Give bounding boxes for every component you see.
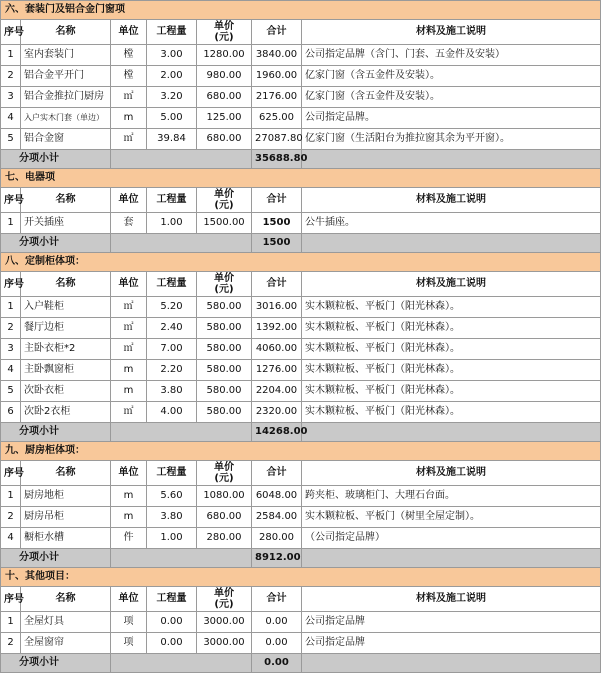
subtotal-label: 分项小计 [1, 150, 111, 169]
row-name: 铝合金窗 [21, 129, 111, 150]
row-desc: 实木颗粒板、平板门（阳光林森）。 [302, 360, 601, 381]
header-name: 名称 [21, 188, 111, 213]
table-row [1, 528, 601, 549]
row-no: 1 [1, 45, 21, 66]
table-row [1, 297, 601, 318]
row-unit: ㎡ [111, 318, 147, 339]
row-no: 1 [1, 486, 21, 507]
header-total: 合计 [252, 461, 302, 486]
subtotal-desc-blank [302, 234, 601, 253]
row-price: 1500.00 [197, 213, 252, 234]
header-price-line2: (元) [214, 32, 234, 43]
header-unit: 单位 [111, 188, 147, 213]
header-no: 序号 [1, 20, 21, 45]
row-qty: 3.20 [147, 87, 197, 108]
row-qty: 3.80 [147, 507, 197, 528]
section-title: 六、套装门及铝合金门窗项 [1, 1, 601, 20]
row-total: 1500 [252, 213, 302, 234]
row-desc: （公司指定品牌） [302, 528, 601, 549]
row-qty: 3.80 [147, 381, 197, 402]
subtotal-value: 35688.80 [252, 150, 302, 169]
row-name: 主卧飘窗柜 [21, 360, 111, 381]
header-price [197, 188, 252, 213]
subtotal-row [1, 423, 601, 442]
column-header-row [1, 272, 601, 297]
row-desc: 实木颗粒板、平板门（阳光林森）。 [302, 318, 601, 339]
subtotal-value: 8912.00 [252, 549, 302, 568]
row-total: 2204.00 [252, 381, 302, 402]
row-desc: 亿家门窗（生活阳台为推拉窗其余为平开窗）。 [302, 129, 601, 150]
subtotal-value: 0.00 [252, 654, 302, 673]
header-desc: 材料及施工说明 [302, 272, 601, 297]
row-qty: 3.00 [147, 45, 197, 66]
subtotal-blank [111, 150, 252, 169]
row-total: 6048.00 [252, 486, 302, 507]
table-row [1, 213, 601, 234]
row-name: 主卧衣柜*2 [21, 339, 111, 360]
section-header [1, 442, 601, 461]
section-title: 九、厨房柜体项： [1, 442, 601, 461]
subtotal-blank [111, 549, 252, 568]
header-price-line1: 单价 [214, 462, 234, 473]
row-desc: 亿家门窗（含五金件及安装）。 [302, 66, 601, 87]
subtotal-blank [111, 654, 252, 673]
row-no: 2 [1, 66, 21, 87]
section-header [1, 253, 601, 272]
header-price-line2: (元) [214, 284, 234, 295]
row-qty: 39.84 [147, 129, 197, 150]
row-price: 680.00 [197, 129, 252, 150]
subtotal-row [1, 150, 601, 169]
row-price: 580.00 [197, 381, 252, 402]
header-price-line1: 单价 [214, 189, 234, 200]
row-no: 4 [1, 528, 21, 549]
row-unit: m [111, 108, 147, 129]
table-row [1, 360, 601, 381]
subtotal-value: 14268.00 [252, 423, 302, 442]
subtotal-desc-blank [302, 150, 601, 169]
subtotal-label: 分项小计 [1, 549, 111, 568]
row-price: 1080.00 [197, 486, 252, 507]
row-unit: 套 [111, 213, 147, 234]
row-price: 280.00 [197, 528, 252, 549]
section-header [1, 169, 601, 188]
row-total: 2176.00 [252, 87, 302, 108]
header-desc: 材料及施工说明 [302, 461, 601, 486]
subtotal-desc-blank [302, 549, 601, 568]
row-no: 2 [1, 318, 21, 339]
row-desc: 实木颗粒板、平板门（树里全屋定制）。 [302, 507, 601, 528]
row-desc: 公司指定品牌（含门、门套、五金件及安装） [302, 45, 601, 66]
header-total: 合计 [252, 20, 302, 45]
row-no: 1 [1, 612, 21, 633]
row-total: 2584.00 [252, 507, 302, 528]
row-name: 全屋窗帘 [21, 633, 111, 654]
row-unit: 项 [111, 633, 147, 654]
row-no: 3 [1, 339, 21, 360]
row-price: 580.00 [197, 297, 252, 318]
row-unit: ㎡ [111, 129, 147, 150]
table-row [1, 486, 601, 507]
row-price: 580.00 [197, 318, 252, 339]
header-no: 序号 [1, 188, 21, 213]
header-name: 名称 [21, 272, 111, 297]
table-row [1, 318, 601, 339]
section-title: 十、其他项目： [1, 568, 601, 587]
subtotal-row [1, 234, 601, 253]
row-qty: 2.20 [147, 360, 197, 381]
row-desc: 跨夹柜、玻璃柜门、大理石台面。 [302, 486, 601, 507]
table-row [1, 402, 601, 423]
row-unit: ㎡ [111, 297, 147, 318]
row-name: 次卧衣柜 [21, 381, 111, 402]
row-qty: 4.00 [147, 402, 197, 423]
row-unit: ㎡ [111, 402, 147, 423]
row-no: 1 [1, 213, 21, 234]
row-qty: 1.00 [147, 528, 197, 549]
row-no: 1 [1, 297, 21, 318]
header-qty: 工程量 [147, 461, 197, 486]
row-unit: ㎡ [111, 87, 147, 108]
header-name: 名称 [21, 587, 111, 612]
header-no: 序号 [1, 272, 21, 297]
subtotal-blank [111, 234, 252, 253]
row-price: 580.00 [197, 360, 252, 381]
table-row [1, 66, 601, 87]
header-price-line1: 单价 [214, 588, 234, 599]
row-total: 0.00 [252, 612, 302, 633]
row-qty: 5.60 [147, 486, 197, 507]
header-price [197, 272, 252, 297]
table-row [1, 381, 601, 402]
row-qty: 0.00 [147, 612, 197, 633]
subtotal-row [1, 654, 601, 673]
header-qty: 工程量 [147, 20, 197, 45]
row-desc: 实木颗粒板、平板门（阳光林森）。 [302, 402, 601, 423]
header-unit: 单位 [111, 587, 147, 612]
header-unit: 单位 [111, 272, 147, 297]
row-price: 580.00 [197, 339, 252, 360]
row-total: 2320.00 [252, 402, 302, 423]
row-price: 3000.00 [197, 612, 252, 633]
row-name: 次卧2衣柜 [21, 402, 111, 423]
row-name: 厨房吊柜 [21, 507, 111, 528]
row-total: 0.00 [252, 633, 302, 654]
header-no: 序号 [1, 461, 21, 486]
row-qty: 5.00 [147, 108, 197, 129]
column-header-row [1, 20, 601, 45]
row-no: 2 [1, 507, 21, 528]
row-no: 5 [1, 129, 21, 150]
header-total: 合计 [252, 188, 302, 213]
header-name: 名称 [21, 461, 111, 486]
row-name: 入户实木门套（单边） [21, 108, 111, 129]
row-name: 开关插座 [21, 213, 111, 234]
row-qty: 2.00 [147, 66, 197, 87]
row-desc: 亿家门窗（含五金件及安装）。 [302, 87, 601, 108]
section-header [1, 1, 601, 20]
row-price: 980.00 [197, 66, 252, 87]
row-qty: 1.00 [147, 213, 197, 234]
header-price-line2: (元) [214, 200, 234, 211]
row-total: 3016.00 [252, 297, 302, 318]
row-unit: m [111, 486, 147, 507]
row-desc: 公牛插座。 [302, 213, 601, 234]
subtotal-desc-blank [302, 654, 601, 673]
row-total: 280.00 [252, 528, 302, 549]
header-desc: 材料及施工说明 [302, 587, 601, 612]
subtotal-row [1, 549, 601, 568]
header-desc: 材料及施工说明 [302, 188, 601, 213]
row-no: 5 [1, 381, 21, 402]
row-no: 4 [1, 360, 21, 381]
row-price: 580.00 [197, 402, 252, 423]
row-unit: 项 [111, 612, 147, 633]
header-price-line1: 单价 [214, 21, 234, 32]
header-qty: 工程量 [147, 272, 197, 297]
row-no: 6 [1, 402, 21, 423]
header-price [197, 587, 252, 612]
column-header-row [1, 188, 601, 213]
row-total: 625.00 [252, 108, 302, 129]
row-name: 餐厅边柜 [21, 318, 111, 339]
row-desc: 实木颗粒板、平板门（阳光林森）。 [302, 297, 601, 318]
table-row [1, 612, 601, 633]
row-desc: 实木颗粒板、平板门（阳光林森）。 [302, 381, 601, 402]
row-price: 3000.00 [197, 633, 252, 654]
row-total: 1276.00 [252, 360, 302, 381]
row-price: 125.00 [197, 108, 252, 129]
subtotal-desc-blank [302, 423, 601, 442]
row-qty: 2.40 [147, 318, 197, 339]
row-name: 橱柜水槽 [21, 528, 111, 549]
header-name: 名称 [21, 20, 111, 45]
table-row [1, 633, 601, 654]
table-row [1, 129, 601, 150]
header-unit: 单位 [111, 20, 147, 45]
header-desc: 材料及施工说明 [302, 20, 601, 45]
header-no: 序号 [1, 587, 21, 612]
row-total: 27087.80 [252, 129, 302, 150]
row-desc: 公司指定品牌 [302, 612, 601, 633]
row-name: 室内套装门 [21, 45, 111, 66]
header-price-line2: (元) [214, 599, 234, 610]
row-name: 入户鞋柜 [21, 297, 111, 318]
subtotal-label: 分项小计 [1, 234, 111, 253]
row-unit: 件 [111, 528, 147, 549]
column-header-row [1, 461, 601, 486]
table-row [1, 108, 601, 129]
section-title: 八、定制柜体项： [1, 253, 601, 272]
row-unit: ㎡ [111, 339, 147, 360]
row-name: 铝合金平开门 [21, 66, 111, 87]
row-no: 3 [1, 87, 21, 108]
table-row [1, 339, 601, 360]
row-qty: 5.20 [147, 297, 197, 318]
table-row [1, 45, 601, 66]
header-price [197, 461, 252, 486]
table-row [1, 87, 601, 108]
row-unit: 樘 [111, 66, 147, 87]
header-price [197, 20, 252, 45]
row-no: 4 [1, 108, 21, 129]
row-unit: 樘 [111, 45, 147, 66]
row-no: 2 [1, 633, 21, 654]
subtotal-label: 分项小计 [1, 423, 111, 442]
row-name: 厨房地柜 [21, 486, 111, 507]
header-price-line1: 单价 [214, 273, 234, 284]
row-name: 铝合金推拉门厨房 [21, 87, 111, 108]
table-row [1, 507, 601, 528]
row-desc: 公司指定品牌 [302, 633, 601, 654]
header-qty: 工程量 [147, 188, 197, 213]
subtotal-blank [111, 423, 252, 442]
subtotal-label: 分项小计 [1, 654, 111, 673]
row-unit: m [111, 507, 147, 528]
section-header [1, 568, 601, 587]
header-qty: 工程量 [147, 587, 197, 612]
section-title: 七、电器项 [1, 169, 601, 188]
row-qty: 7.00 [147, 339, 197, 360]
row-total: 1960.00 [252, 66, 302, 87]
header-total: 合计 [252, 587, 302, 612]
row-unit: m [111, 360, 147, 381]
row-total: 1392.00 [252, 318, 302, 339]
column-header-row [1, 587, 601, 612]
row-total: 4060.00 [252, 339, 302, 360]
header-unit: 单位 [111, 461, 147, 486]
row-desc: 公司指定品牌。 [302, 108, 601, 129]
row-unit: m [111, 381, 147, 402]
row-price: 1280.00 [197, 45, 252, 66]
row-desc: 实木颗粒板、平板门（阳光林森）。 [302, 339, 601, 360]
subtotal-value: 1500 [252, 234, 302, 253]
row-qty: 0.00 [147, 633, 197, 654]
row-price: 680.00 [197, 87, 252, 108]
header-price-line2: (元) [214, 473, 234, 484]
row-name: 全屋灯具 [21, 612, 111, 633]
row-price: 680.00 [197, 507, 252, 528]
header-total: 合计 [252, 272, 302, 297]
row-total: 3840.00 [252, 45, 302, 66]
